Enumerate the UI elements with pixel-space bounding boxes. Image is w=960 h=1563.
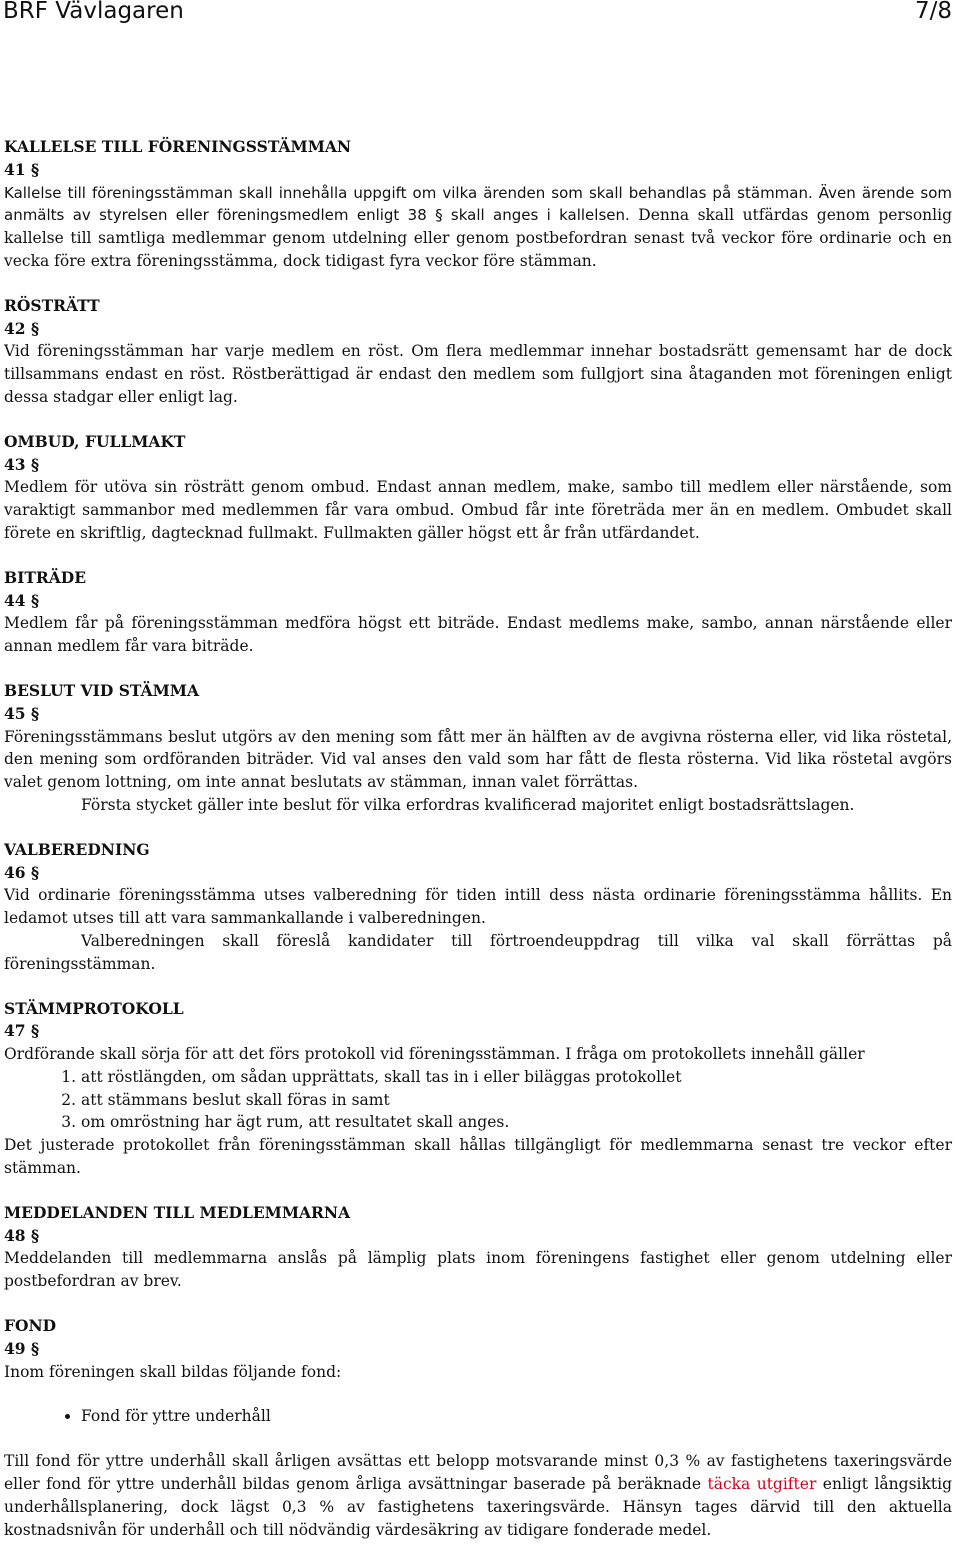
- section-paragraph-indented: Valberedningen skall föreslå kandidater till förtroendeuppdrag till vilka val skall förrättas på föreningsstämman.: [4, 931, 952, 973]
- section-heading: STÄMMPROTOKOLL: [4, 998, 184, 1018]
- section-paragraph: Det justerade protokollet från föreningsstämman skall hållas tillgängligt för medlemmarna senast tre veckor efter stämman.: [4, 1136, 952, 1178]
- section-paragraph: Inom föreningen skall bildas följande fond:: [4, 1362, 342, 1381]
- document-body: [4, 136, 952, 1563]
- section-paragraph: Föreningsstämmans beslut utgörs av den mening som fått mer än hälften av de avgivna rösterna eller, vid lika röstetal, den mening som ordföranden biträder. Vid val anses den vald som har fått de flesta rösterna. Vid lika röstetal avgörs valet genom lottning, om inte annat beslutats av stämman, innan valet förrättas.: [4, 727, 952, 792]
- section-heading: VALBEREDNING: [4, 839, 150, 859]
- paragraph-part: Denna skall utfärdas genom personlig kallelse till samtliga medlemmar genom utdelning eller genom postbefordran senast två veckor före ordinarie och en vecka före extra föreningsstämma, dock tidigast fyra veckor före stämman.: [4, 206, 952, 270]
- paragraph-number: 47 §: [4, 1021, 40, 1041]
- section-heading: BESLUT VID STÄMMA: [4, 680, 199, 700]
- paragraph-number: 46 §: [4, 862, 40, 882]
- section-paragraph: Ordförande skall sörja för att det förs protokoll vid föreningsstämman. I fråga om protokollets innehåll gäller: [4, 1045, 865, 1064]
- section-heading: FOND: [4, 1316, 57, 1336]
- paragraph-part: Till fond för yttre underhåll skall årligen avsättas ett belopp motsvarande minst 0,3 % av fastighetens taxeringsvärde eller fond för yttre underhåll bildas genom årliga avsättningar baserade på beräknade: [4, 1452, 952, 1494]
- section-paragraph: Vid föreningsstämman har varje medlem en röst. Om flera medlemmar innehar bostadsrätt gemensamt har de dock tillsammans endast en röst. Röstberättigad är endast den medlem som fullgjort sina åtaganden mot föreningen enligt dessa stadgar eller enligt lag.: [4, 342, 952, 406]
- section-ombud: [4, 431, 952, 545]
- section-beslut: [4, 680, 952, 817]
- section-stammprotokoll: [4, 998, 952, 1180]
- bullet-list: [4, 1405, 952, 1428]
- section-paragraph: [4, 182, 952, 273]
- section-fond: [4, 1315, 952, 1541]
- section-valberedning: [4, 839, 952, 976]
- section-rostratt: [4, 295, 952, 409]
- section-paragraph: [4, 1450, 952, 1541]
- section-meddelanden: [4, 1202, 952, 1293]
- list-item: 3. om omröstning har ägt rum, att resultatet skall anges.: [81, 1111, 952, 1134]
- paragraph-number: 43 §: [4, 454, 40, 474]
- section-paragraph: Vid ordinarie föreningsstämma utses valberedning för tiden intill dess nästa ordinarie föreningsstämma hållits. En ledamot utses till att vara sammankallande i valberedningen.: [4, 886, 952, 928]
- list-item: 2. att stämmans beslut skall föras in samt: [81, 1089, 952, 1112]
- list-item: • Fond för yttre underhåll: [81, 1405, 952, 1428]
- list-item: 1. att röstlängden, om sådan upprättats, skall tas in i eller biläggas protokollet: [81, 1066, 952, 1089]
- paragraph-number: 49 §: [4, 1338, 40, 1358]
- section-heading: MEDDELANDEN TILL MEDLEMMARNA: [4, 1202, 351, 1222]
- paragraph-part: Kallelse till föreningsstämman skall innehålla uppgift om vilka ärenden som skall behandlas på stämman. Även ärende som anmälts av styrelsen eller föreningsmedlem enligt 38 § skall anges i kallelsen.: [4, 183, 952, 225]
- section-bitrade: [4, 567, 952, 658]
- section-heading: KALLELSE TILL FÖRENINGSSTÄMMAN: [4, 137, 352, 156]
- section-kallelse: [4, 136, 952, 273]
- section-heading: BITRÄDE: [4, 567, 87, 587]
- section-paragraph: Medlem får på föreningsstämman medföra högst ett biträde. Endast medlems make, sambo, annan närstående eller annan medlem får vara biträde.: [4, 614, 952, 656]
- paragraph-number: 41 §: [4, 159, 40, 179]
- section-paragraph: Medlem för utöva sin rösträtt genom ombud. Endast annan medlem, make, sambo till medlem eller närstående, som varaktigt sammanbor med medlemmen får vara ombud. Ombud får inte företräda mer än en medlem. Ombudet skall förete en skriftlig, dagtecknad fullmakt. Fullmakten gäller högst ett år från utfärdandet.: [4, 478, 952, 542]
- paragraph-number: 44 §: [4, 590, 40, 610]
- paragraph-number: 45 §: [4, 703, 40, 723]
- section-heading: RÖSTRÄTT: [4, 295, 100, 315]
- section-heading: OMBUD, FULLMAKT: [4, 431, 186, 451]
- highlighted-text: täcka utgifter: [707, 1475, 817, 1494]
- paragraph-number: 48 §: [4, 1225, 40, 1245]
- section-paragraph-indented: Första stycket gäller inte beslut för vilka erfordras kvalificerad majoritet enligt bostadsrättslagen.: [81, 795, 855, 814]
- section-paragraph: Meddelanden till medlemmarna anslås på lämplig plats inom föreningens fastighet eller genom utdelning eller postbefordran av brev.: [4, 1249, 952, 1291]
- page-number: 7/8: [914, 0, 952, 24]
- document-title: BRF Vävlagaren: [3, 0, 184, 24]
- numbered-list: [4, 1066, 952, 1134]
- paragraph-part: enligt långsiktig underhållsplanering, dock lägst 0,3 % av fastighetens taxeringsvärde. Hänsyn tages därvid till den aktuella kostnadsnivån för underhåll och till nödvändig värdesäkring av tidigare fonderade medel.: [4, 1475, 952, 1539]
- paragraph-number: 42 §: [4, 318, 40, 338]
- page-header: [3, 0, 952, 26]
